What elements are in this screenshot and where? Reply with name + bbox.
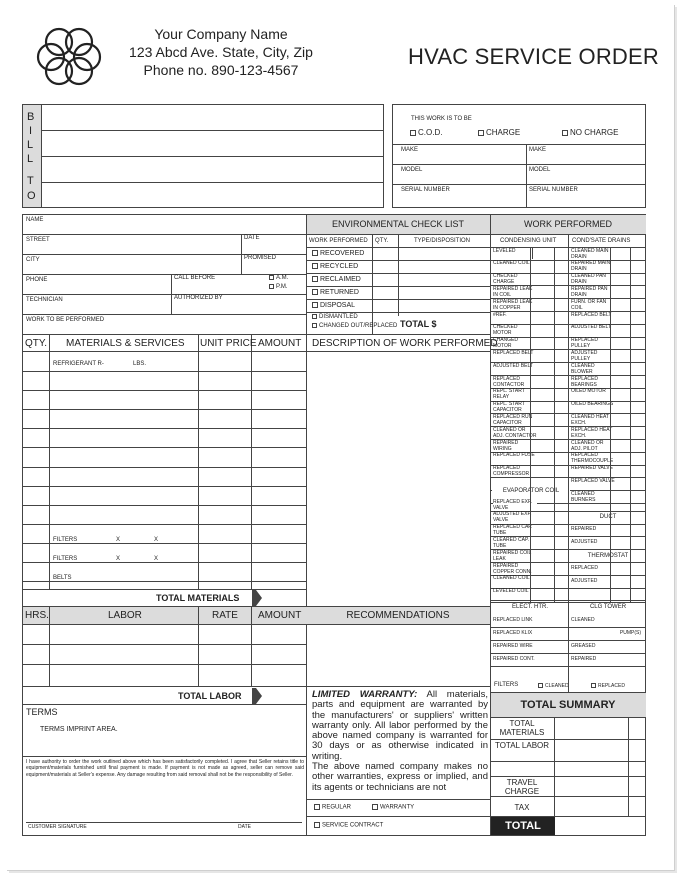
warranty-text: LIMITED WARRANTY: All materials, parts and equipment are warranted by the manufacturers' or suppliers' written warranty only. All labor performed by the above named company is warranted for 30 days or as otherwise indicated in writing. [312,689,488,762]
service-order-form: Your Company Name 123 Abcd Ave. State, City, Zip Phone no. 890-123-4567 HVAC SERVICE ORDER B I L L T O THIS WORK IS TO BE C.O.D. CHARGE NO CHARGE MAKE MAKE MODEL MODEL SERIAL NUMBER SERIAL NUMBER NAME STREET DATE CITY PROMISED PHONE CALL BEFORE A.M. P.M. TECHNICIAN AUTHORIZED BY WORK TO BE PERFORMED ENVIRONMENTAL CHECK LIST WORK PERFORMED QTY. TYPE/DISPOSITION RECOVERED RECYCLED RECLAIMED RETURNED DISPOSAL DISMANTLED CHANGED OUT/REPLACED TOTAL $ QTY. MATERIALS & SERVICES UNIT PRICE AMOUNT REFRIGERANT R- LBS. FILTERS X X FILTERS X X BELTS TOTAL MATERIALS DESCRIPTION OF WORK PERFORMED HRS. LABOR RATE AMOUNT RECOMMENDATIONS TOTAL LABOR TERMS TERMS IMPRINT AREA. I have authority to order the work outlined above which has been satisfactorily completed. I agree that Seller retains title to equipment/materials furnished until final payment is made. If payment is not made as agreed, seller can remove said equipment/materials at Seller's expense. Any damage resulting from said removal shall not be the responsibility of Seller. CUSTOMER SIGNATURE DATE LIMITED WARRANTY: All materials, parts and equipment are warranted by the manufacturers' or suppliers' written warranty only. All labor performed by the above named company is warranted for 30 days or as otherwise indicated in writing. The above named company makes no other warranties, express or implied, and its agents or technicians are not REGULAR WARRANTY SERVICE CONTRACT WORK PERFORMED CONDENSING UNIT COND'SATE DRAINS LEVELED CLEANED MAIN DRAIN CLEANED COIL REPAIRED MAIN DRAIN CHECKED CHARGE CLEANED PAN DRAIN REPAIRED LEAK IN COIL REPAIRED PAN DRAIN REPAIRED LEAK IN COPPER FURN. OR FAN COIL #REF. REPLACED BELT CHECKED MOTOR ADJUSTED BELT CHANGED MOTOR REPLACED PULLEY REPLACED BELT ADJUSTED PULLEY ADJUSTED BELT CLEANED BLOWER REPLACED CONTACTOR REPLACED BEARINGS REPL. START RELAY OILED MOTOR REPL. START CAPACITOR OILED BEARINGS REPLACED RUN CAPACITOR CLEANED HEAT EXCH. CLEANED OR ADJ. CONTACTOR REPLACED HEAT EXCH. REPAIRED WIRING CLEANED OR ADJ. PILOT REPLACED FUSE REPLACED THERMOCOUPLE REPLACED COMPRESSOR REPAIRED VALVE REPLACED VALVE CLEANED BURNERS EVAPORATOR COIL REPLACED EXP. VALVE ADJUSTED EXP. VALVE REPLACED CAP. TUBE CLEARED CAP. TUBE REPAIRED COIL LEAK REPAIRED COPPER CONN. CLEANED COIL LEVELED COIL DUCT REPAIRED ADJUSTED THERMOSTAT REPLACED ADJUSTED ELECT. HTR. CLG TOWER REPLACED LINK CLEANED REPLACED KLIX PUMP(S) REPAIRED WIRE GREASED REPAIRED CONT. REPAIRED FILTERS CLEANED REPLACED TOTAL SUMMARY TOTAL MATERIALS TOTAL LABOR TRAVEL CHARGE TAX TOTAL [6,4,674,870]
company-name: Your Company Name [154,26,288,42]
form-title: HVAC SERVICE ORDER [408,44,659,69]
cod-option[interactable]: C.O.D. [410,129,442,137]
charge-option[interactable]: CHARGE [478,129,520,137]
company-phone: Phone no. 890-123-4567 [143,62,299,78]
company-logo-icon [34,24,104,86]
no-charge-option[interactable]: NO CHARGE [562,129,618,137]
company-address: 123 Abcd Ave. State, City, Zip [129,44,313,60]
